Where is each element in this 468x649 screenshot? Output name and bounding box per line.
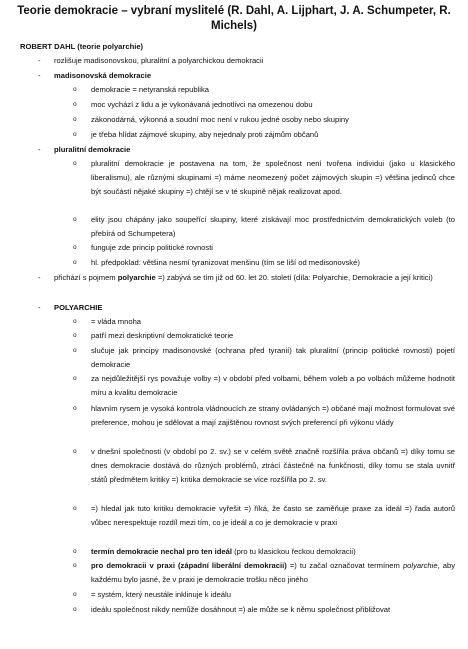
list-item-text: hlavním rysem je vysoká kontrola vládnoucích ze strany ovládaných =) občané mají možnost formulovat své preference, mohou je sdělovat a mají zajištěnou rovnost svých preferencí při výkonu vlády — [91, 404, 455, 427]
list-item-text: = vláda mnoha — [91, 317, 142, 326]
text: =) zabývá se tím již od 60. let 20. století (díla: Polyarchie, Demokracie a její kritici) — [155, 273, 433, 282]
list-item-text: je třeba hlídat zájmové skupiny, aby nejednaly proti zájmům občanů — [91, 130, 319, 139]
list-item-text: =) hledal jak tuto kritiku demokracie vyřešit =) říká, že často se zaměňuje praxe za ideál =) řada autorů vůbec nerespektuje rozdíl mezi tím, co je ideál a co je demokracie v praxi — [91, 504, 455, 527]
text: =) tu začal označovat termínem — [286, 561, 403, 570]
circle-bullet: o — [73, 562, 77, 569]
list-item-text: funguje zde princip politické rovnosti — [91, 243, 213, 252]
text-bold: termín demokracie nechal pro ten ideál — [91, 547, 232, 556]
circle-bullet: o — [73, 318, 77, 325]
list-item — [73, 344, 455, 372]
list-item — [73, 588, 455, 602]
list-item-text: za nejdůležitější rys považuje volby =) v období před volbami, během voleb a po volbách můžeme hodnotit míru a kvalitu demokracie — [91, 374, 455, 397]
dash-bullet: - — [38, 273, 41, 282]
list-item-text: ideálu společnost nikdy nemůže dosáhnout =) ale může se k němu společnost přibližovat — [91, 605, 391, 614]
circle-bullet: o — [73, 131, 77, 138]
list-item — [73, 157, 455, 199]
list-item — [73, 502, 455, 530]
list-item — [73, 128, 455, 142]
circle-bullet: o — [73, 505, 77, 512]
circle-bullet: o — [73, 405, 77, 412]
dash-bullet: - — [38, 145, 41, 154]
text: , aby každému bylo jasné, že v praxi je demokracie trošku něco jiného — [91, 561, 455, 584]
circle-bullet: o — [73, 591, 77, 598]
list-item — [73, 213, 455, 241]
list-item — [73, 98, 455, 112]
term-polyarchie: polyarchie — [117, 273, 156, 282]
circle-bullet: o — [73, 448, 77, 455]
circle-bullet: o — [73, 347, 77, 354]
list-item-text: zákonodárná, výkonná a soudní moc není v rukou jedné osoby nebo skupiny — [91, 115, 349, 124]
list-item-text: = systém, který neustále inklinuje k ideálu — [91, 590, 231, 599]
text-italic: polyarchie — [402, 561, 438, 570]
list-item — [73, 402, 455, 430]
list-item-polyarchie-term — [38, 271, 451, 285]
list-item-text: patří mezi deskriptivní demokratické teorie — [91, 331, 234, 340]
circle-bullet: o — [73, 548, 77, 555]
list-item-text: moc vychází z lidu a je vykonávaná jednotlivci na omezenou dobu — [91, 100, 313, 109]
subheading: pluralitní demokracie — [54, 145, 131, 154]
circle-bullet: o — [73, 606, 77, 613]
circle-bullet: o — [73, 259, 77, 266]
list-item — [73, 445, 455, 487]
list-item — [73, 603, 455, 617]
list-item — [73, 315, 455, 329]
list-item-text: hl. předpoklad: většina nesmí tyranizovat menšinu (tím se liší od medisonovské) — [91, 258, 360, 267]
list-item-text: rozlišuje madisonovskou, pluralitní a polyarchickou demokracii — [54, 56, 264, 65]
list-item — [73, 113, 455, 127]
text: přichází s pojmem — [54, 273, 118, 282]
text: (pro tu klasickou řeckou demokracii) — [231, 547, 356, 556]
list-item — [73, 545, 455, 559]
list-item-text: pluralitní demokracie je postavena na tom, že společnost není tvořena individui (jako u klasického liberalismu), ale různými skupinami =) máme neomezený počet zájmových skupin =) většina jedinců chce být součástí nějaké skupiny =) chtějí se v té skupině nějak realizovat apod. — [91, 159, 455, 196]
list-item-pluralitni — [38, 143, 451, 157]
list-item — [73, 329, 455, 343]
text-bold: pro demokracii v praxi (západní liberální demokracii) — [91, 561, 287, 570]
list-item — [73, 256, 455, 270]
circle-bullet: o — [73, 332, 77, 339]
circle-bullet: o — [73, 375, 77, 382]
list-item — [73, 372, 455, 400]
dash-bullet: - — [38, 56, 41, 65]
list-item-text: elity jsou chápány jako soupeřící skupiny, které získávají moc prostřednictvím demokratických voleb (to přebírá od Schumpetera) — [91, 215, 455, 238]
subheading: madisonovská demokracie — [54, 71, 152, 80]
list-item-text: slučuje jak principy madisonovské (ochrana před tyranií) tak pluralitní (princip politické rovnosti) pojetí demokracie — [91, 346, 455, 369]
list-item-madisonovska — [38, 69, 451, 83]
circle-bullet: o — [73, 216, 77, 223]
circle-bullet: o — [73, 101, 77, 108]
dash-bullet: - — [38, 303, 41, 312]
dash-bullet: - — [38, 71, 41, 80]
list-item — [73, 83, 455, 97]
subheading: POLYARCHIE — [54, 303, 103, 312]
circle-bullet: o — [73, 86, 77, 93]
list-item — [73, 241, 455, 255]
circle-bullet: o — [73, 160, 77, 167]
page-title: Teorie demokracie – vybraní myslitelé (R. Dahl, A. Lijphart, J. A. Schumpeter, R. Michels) — [17, 5, 451, 32]
list-item — [38, 54, 451, 68]
circle-bullet: o — [73, 116, 77, 123]
circle-bullet: o — [73, 244, 77, 251]
list-item-text: demokracie = netyranská republika — [91, 85, 209, 94]
list-item-text: v dnešní společnosti (v období po 2. sv.) se v celém světě značně rozšířila práva občanů =) díky tomu se dnes demokracie dostává do různých problémů, ztrácí částečně na funkčnosti, díky tomu se stala uvnitř států předmětem kritiky =) kritika demokracie se více rozšířila po 2. sv. — [91, 447, 455, 484]
list-item-polyarchie — [38, 301, 451, 315]
list-item — [73, 559, 455, 587]
section-heading-robert-dahl: ROBERT DAHL (teorie polyarchie) — [20, 42, 144, 51]
